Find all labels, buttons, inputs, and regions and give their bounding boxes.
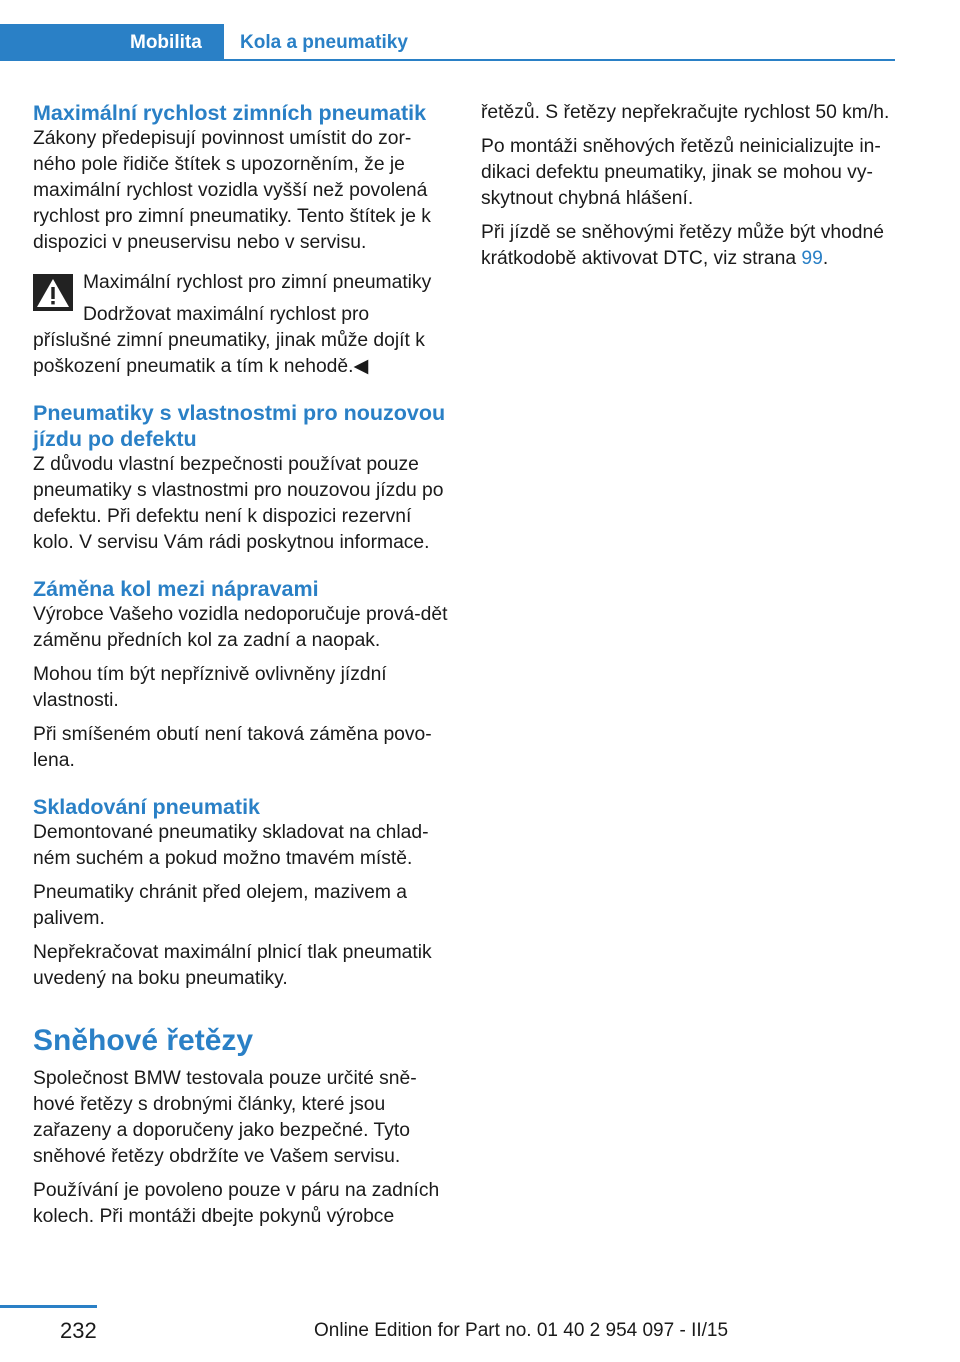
section-title-runflat: Pneumatiky s vlastnostmi pro nouzovou jízdu po defektu	[33, 401, 446, 451]
footer-rule	[0, 1305, 97, 1308]
paragraph: Výrobce Vašeho vozidla nedoporučuje prová-dět záměnu předních kol za zadní a naopak.	[33, 604, 448, 651]
paragraph: Demontované pneumatiky skladovat na chlad-ném suchém a pokud možno tmavém místě.	[33, 822, 429, 869]
page-reference-link[interactable]: 99	[801, 248, 823, 269]
paragraph: Z důvodu vlastní bezpečnosti používat pouze pneumatiky s vlastnostmi pro nouzovou jízdu po defektu. Při defektu není k dispozici rezervní kolo. V servisu Vám rádi poskytnou informace.	[33, 454, 444, 553]
section-title-winter-speed: Maximální rychlost zimních pneumatik	[33, 101, 427, 125]
warning-triangle-icon	[33, 274, 73, 311]
left-column	[33, 100, 451, 1238]
paragraph: řetězů. S řetězy nepřekračujte rychlost 50 km/h.	[481, 102, 890, 123]
warning-body: Dodržovat maximální rychlost pro příslušné zimní pneumatiky, jinak může dojít k poškození pneumatik a tím k nehodě.◀	[33, 304, 425, 377]
paragraph-end: .	[822, 248, 829, 269]
page-number: 232	[60, 1318, 97, 1343]
footer-edition-text: Online Edition for Part no. 01 40 2 954 097 - II/15	[314, 1320, 729, 1341]
paragraph	[481, 220, 899, 272]
paragraph: Společnost BMW testovala pouze určité sně-hové řetězy s drobnými články, které jsou zařazeny a doporučeny jako bezpečné. Tyto sněhové řetězy obdržíte ve Vašem servisu.	[33, 1068, 417, 1167]
page-header	[0, 24, 895, 61]
chapter-title-snow-chains: Sněhové řetězy	[33, 1024, 254, 1057]
warning-box	[33, 270, 451, 380]
paragraph: Zákony předepisují povinnost umístit do zor-ného pole řidiče štítek s upozorněním, že je maximální rychlost vozidla vyšší než povolená rychlost pro zimní pneumatiky. Tento štítek je k dispozici v pneuservisu nebo v servisu.	[33, 128, 431, 253]
section-title-tire-storage: Skladování pneumatik	[33, 795, 261, 819]
paragraph: Pneumatiky chránit před olejem, mazivem a palivem.	[33, 882, 407, 929]
paragraph: Po montáži sněhových řetězů neinicializujte in-dikaci defektu pneumatiky, jinak se mohou vy-skytnout chybná hlášení.	[481, 136, 881, 209]
header-rule	[224, 59, 895, 61]
section-title-wheel-swap: Záměna kol mezi nápravami	[33, 577, 319, 601]
right-column	[481, 100, 899, 280]
header-tab-kola-a-pneumatiky[interactable]: Kola a pneumatiky	[240, 32, 408, 53]
paragraph: Při smíšeném obutí není taková záměna povo-lena.	[33, 724, 432, 771]
paragraph: Nepřekračovat maximální plnicí tlak pneumatik uvedený na boku pneumatiky.	[33, 942, 432, 989]
warning-title: Maximální rychlost pro zimní pneumatiky	[83, 272, 432, 293]
header-tab-mobilita[interactable]: Mobilita	[0, 24, 224, 61]
paragraph-text: Při jízdě se sněhovými řetězy může být vhodné krátkodobě aktivovat DTC, viz strana	[481, 222, 884, 269]
paragraph: Mohou tím být nepříznivě ovlivněny jízdní vlastnosti.	[33, 664, 387, 711]
paragraph: Používání je povoleno pouze v páru na zadních kolech. Při montáži dbejte pokynů výrobce	[33, 1180, 440, 1227]
